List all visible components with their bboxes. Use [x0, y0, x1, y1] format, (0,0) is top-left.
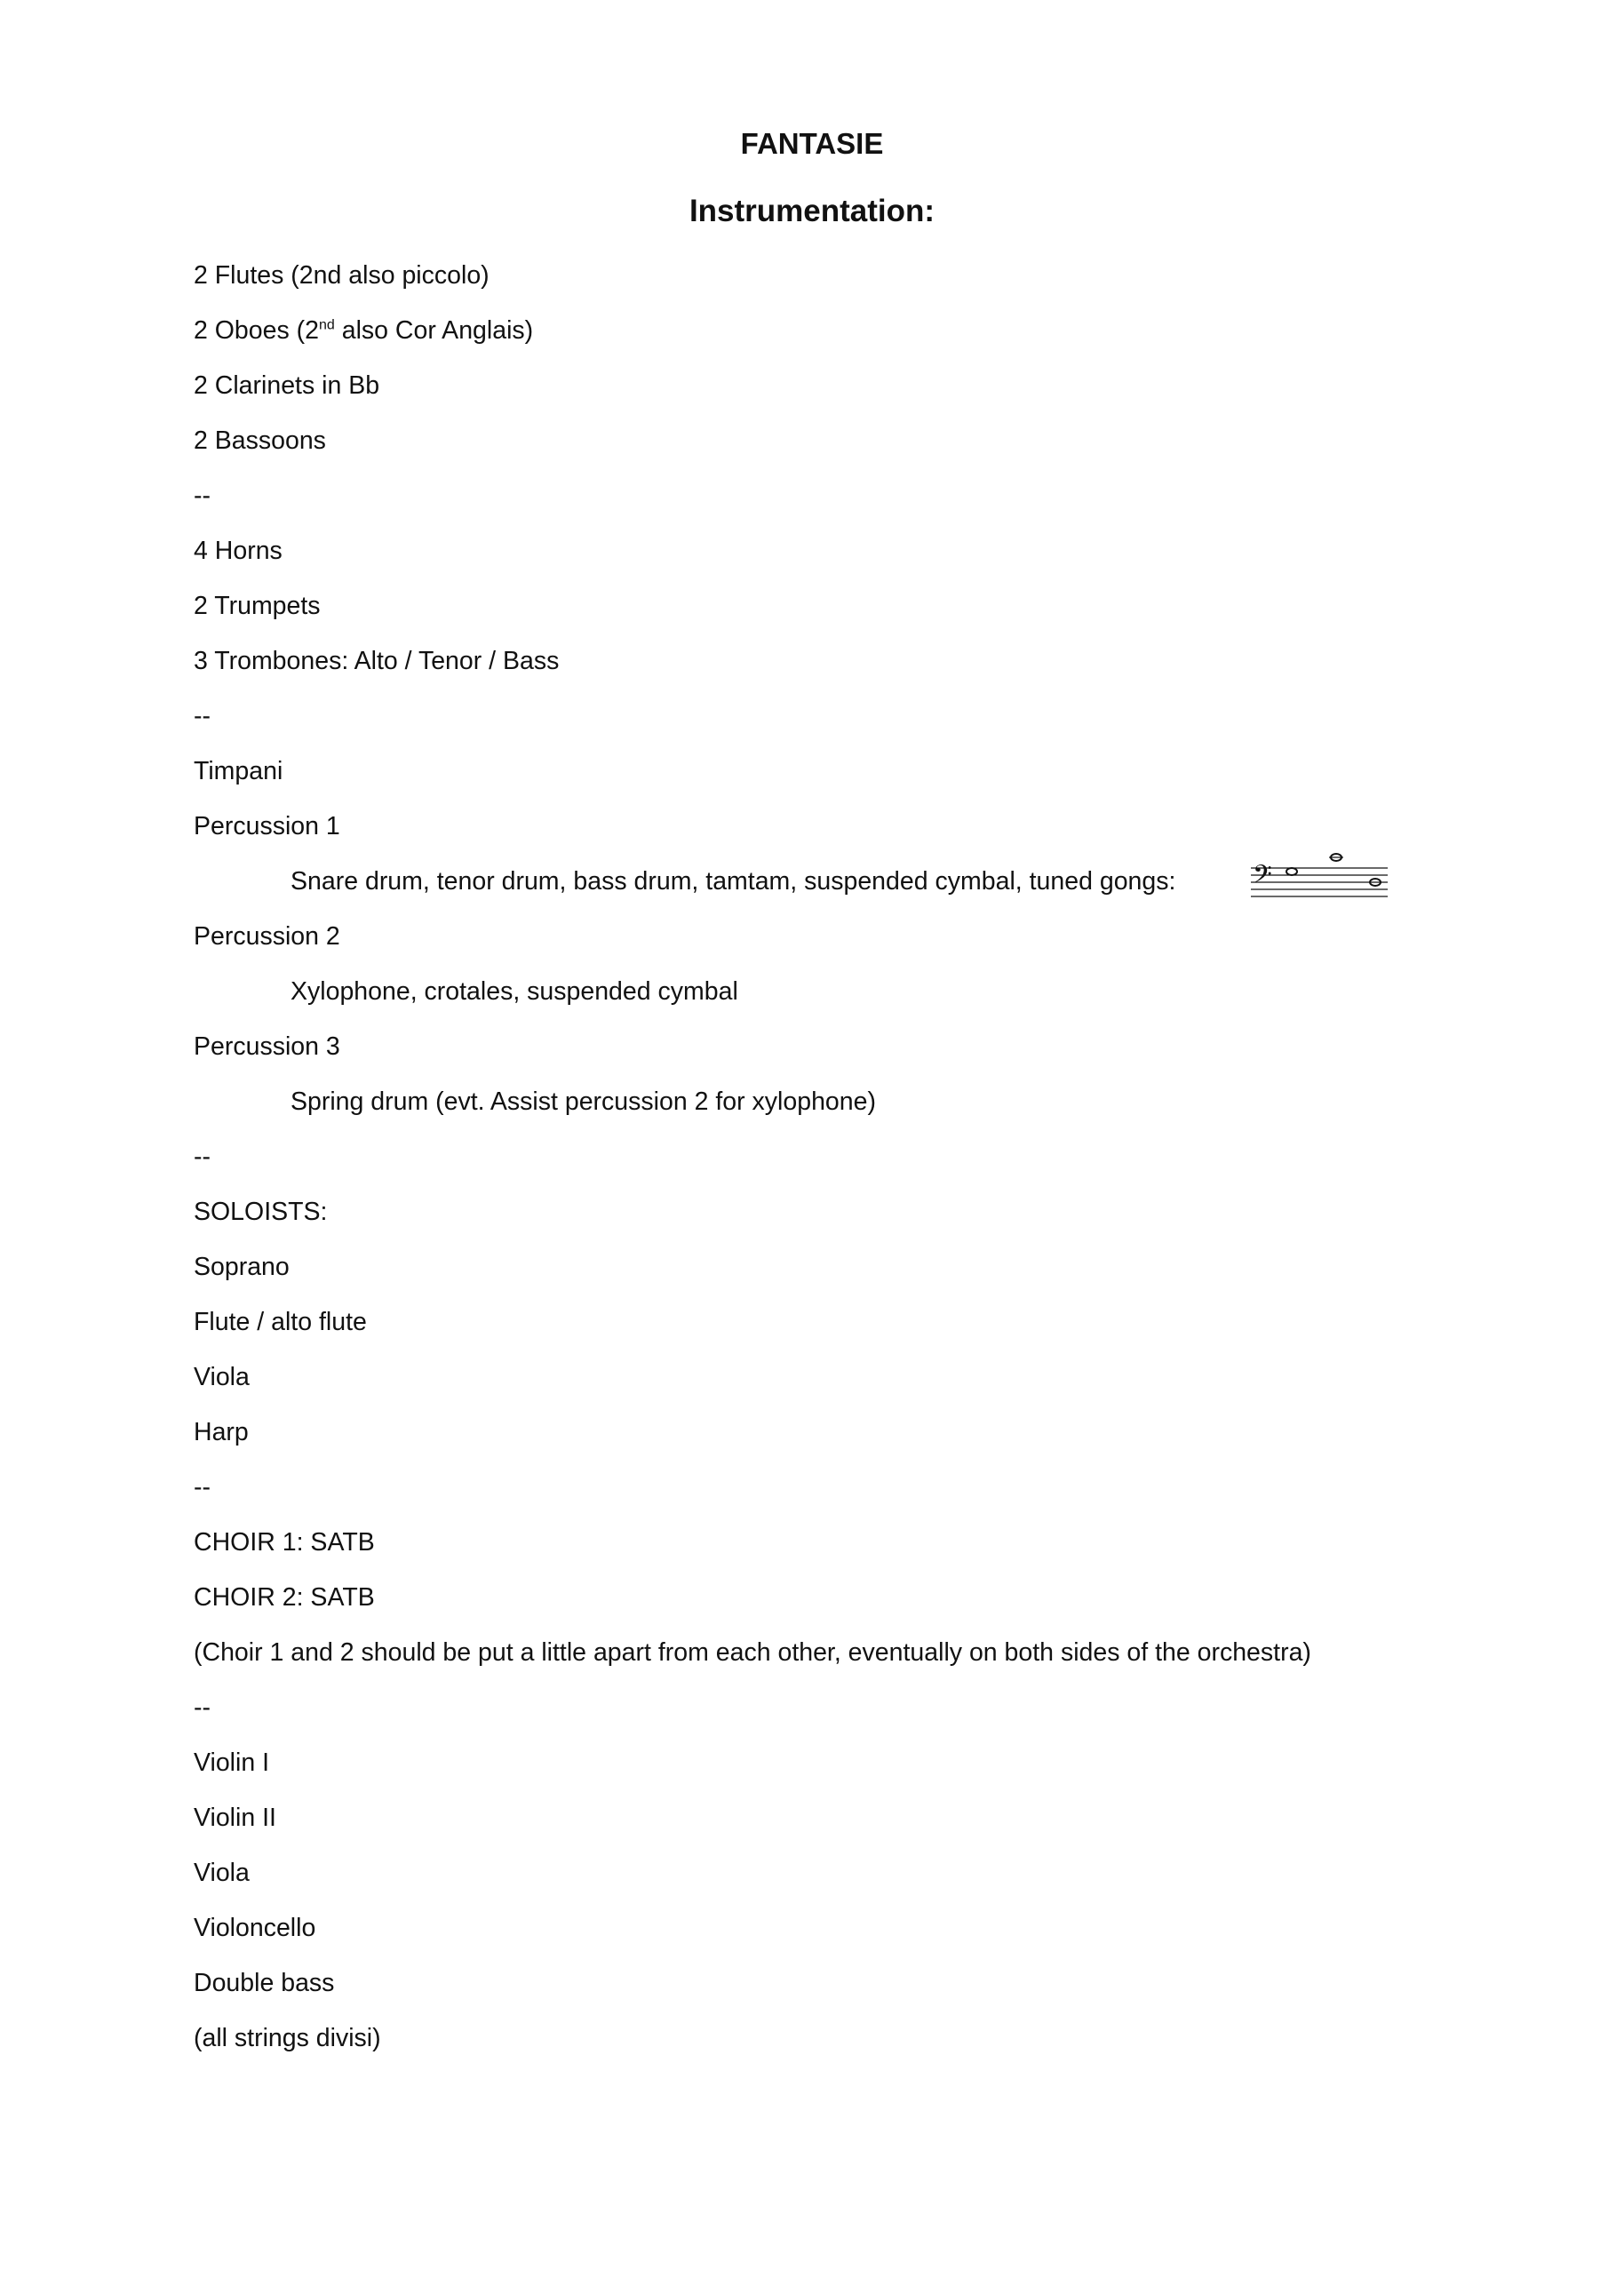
item-text: Xylophone, crotales, suspended cymbal — [291, 977, 738, 1006]
item-text: 2 Bassoons — [194, 426, 326, 455]
item-text: 2 Oboes (2 — [194, 316, 319, 345]
list-item — [194, 643, 1437, 698]
item-text: Double bass — [194, 1969, 335, 1997]
list-item — [194, 313, 1437, 368]
item-text: Soprano — [194, 1253, 290, 1281]
item-text: 4 Horns — [194, 537, 283, 565]
item-text: (all strings divisi) — [194, 2024, 381, 2052]
page-subtitle: Instrumentation: — [689, 194, 935, 228]
ordinal-superscript: nd — [319, 317, 335, 333]
item-text: -- — [194, 1143, 211, 1171]
list-item — [194, 1029, 1437, 1084]
item-text: Percussion 1 — [194, 812, 340, 840]
list-item — [194, 588, 1437, 643]
item-text: Viola — [194, 1363, 250, 1391]
page-title: FANTASIE — [740, 127, 884, 160]
item-text: (Choir 1 and 2 should be put a little apart from each other, eventually on both sides of the orchestra) — [194, 1638, 1311, 1667]
item-text: -- — [194, 1473, 211, 1501]
list-item — [194, 423, 1437, 478]
list-item — [194, 1359, 1437, 1414]
svg-text:𝄢: 𝄢 — [1253, 860, 1272, 896]
instrumentation-list — [194, 258, 1437, 2075]
item-text: Violoncello — [194, 1914, 316, 1942]
item-text: -- — [194, 702, 211, 730]
bass-clef-staff-icon — [1251, 852, 1388, 904]
item-text: Violin II — [194, 1804, 276, 1832]
list-item — [194, 1800, 1437, 1855]
list-item — [194, 1580, 1437, 1635]
item-text: Violin I — [194, 1748, 270, 1777]
item-text: Percussion 3 — [194, 1032, 340, 1061]
item-text: Viola — [194, 1859, 250, 1887]
item-text: SOLOISTS: — [194, 1198, 328, 1226]
list-item — [194, 919, 1437, 974]
item-text: 2 Flutes (2nd also piccolo) — [194, 261, 490, 290]
item-text: Percussion 2 — [194, 922, 340, 951]
section-divider — [194, 478, 1437, 533]
list-subitem — [194, 974, 1437, 1029]
item-text: also Cor Anglais) — [334, 316, 534, 345]
item-text: Flute / alto flute — [194, 1308, 367, 1336]
list-item — [194, 1910, 1437, 1965]
section-divider — [194, 1139, 1437, 1194]
list-item — [194, 258, 1437, 313]
item-text: 2 Trumpets — [194, 592, 321, 620]
list-item — [194, 1304, 1437, 1359]
list-item — [194, 368, 1437, 423]
section-divider — [194, 1470, 1437, 1525]
item-text: Timpani — [194, 757, 283, 785]
list-subitem — [194, 860, 1437, 919]
list-item — [194, 1965, 1437, 2020]
list-item — [194, 533, 1437, 588]
list-item — [194, 753, 1437, 808]
list-item — [194, 1525, 1437, 1580]
list-item — [194, 1855, 1437, 1910]
list-item — [194, 1745, 1437, 1800]
list-item — [194, 1635, 1437, 1690]
list-subitem — [194, 1084, 1437, 1139]
list-item — [194, 1414, 1437, 1470]
section-heading — [194, 1194, 1437, 1249]
section-divider — [194, 698, 1437, 753]
item-text: -- — [194, 1693, 211, 1722]
item-text: 2 Clarinets in Bb — [194, 371, 380, 400]
item-text: CHOIR 1: SATB — [194, 1528, 375, 1557]
item-text: 3 Trombones: Alto / Tenor / Bass — [194, 647, 560, 675]
list-item — [194, 1249, 1437, 1304]
list-item — [194, 2020, 1437, 2075]
item-text: CHOIR 2: SATB — [194, 1583, 375, 1612]
item-text: Harp — [194, 1418, 249, 1446]
item-text: Snare drum, tenor drum, bass drum, tamtam, suspended cymbal, tuned gongs: — [291, 867, 1176, 896]
item-text: -- — [194, 482, 211, 510]
section-divider — [194, 1690, 1437, 1745]
item-text: Spring drum (evt. Assist percussion 2 for xylophone) — [291, 1087, 876, 1116]
